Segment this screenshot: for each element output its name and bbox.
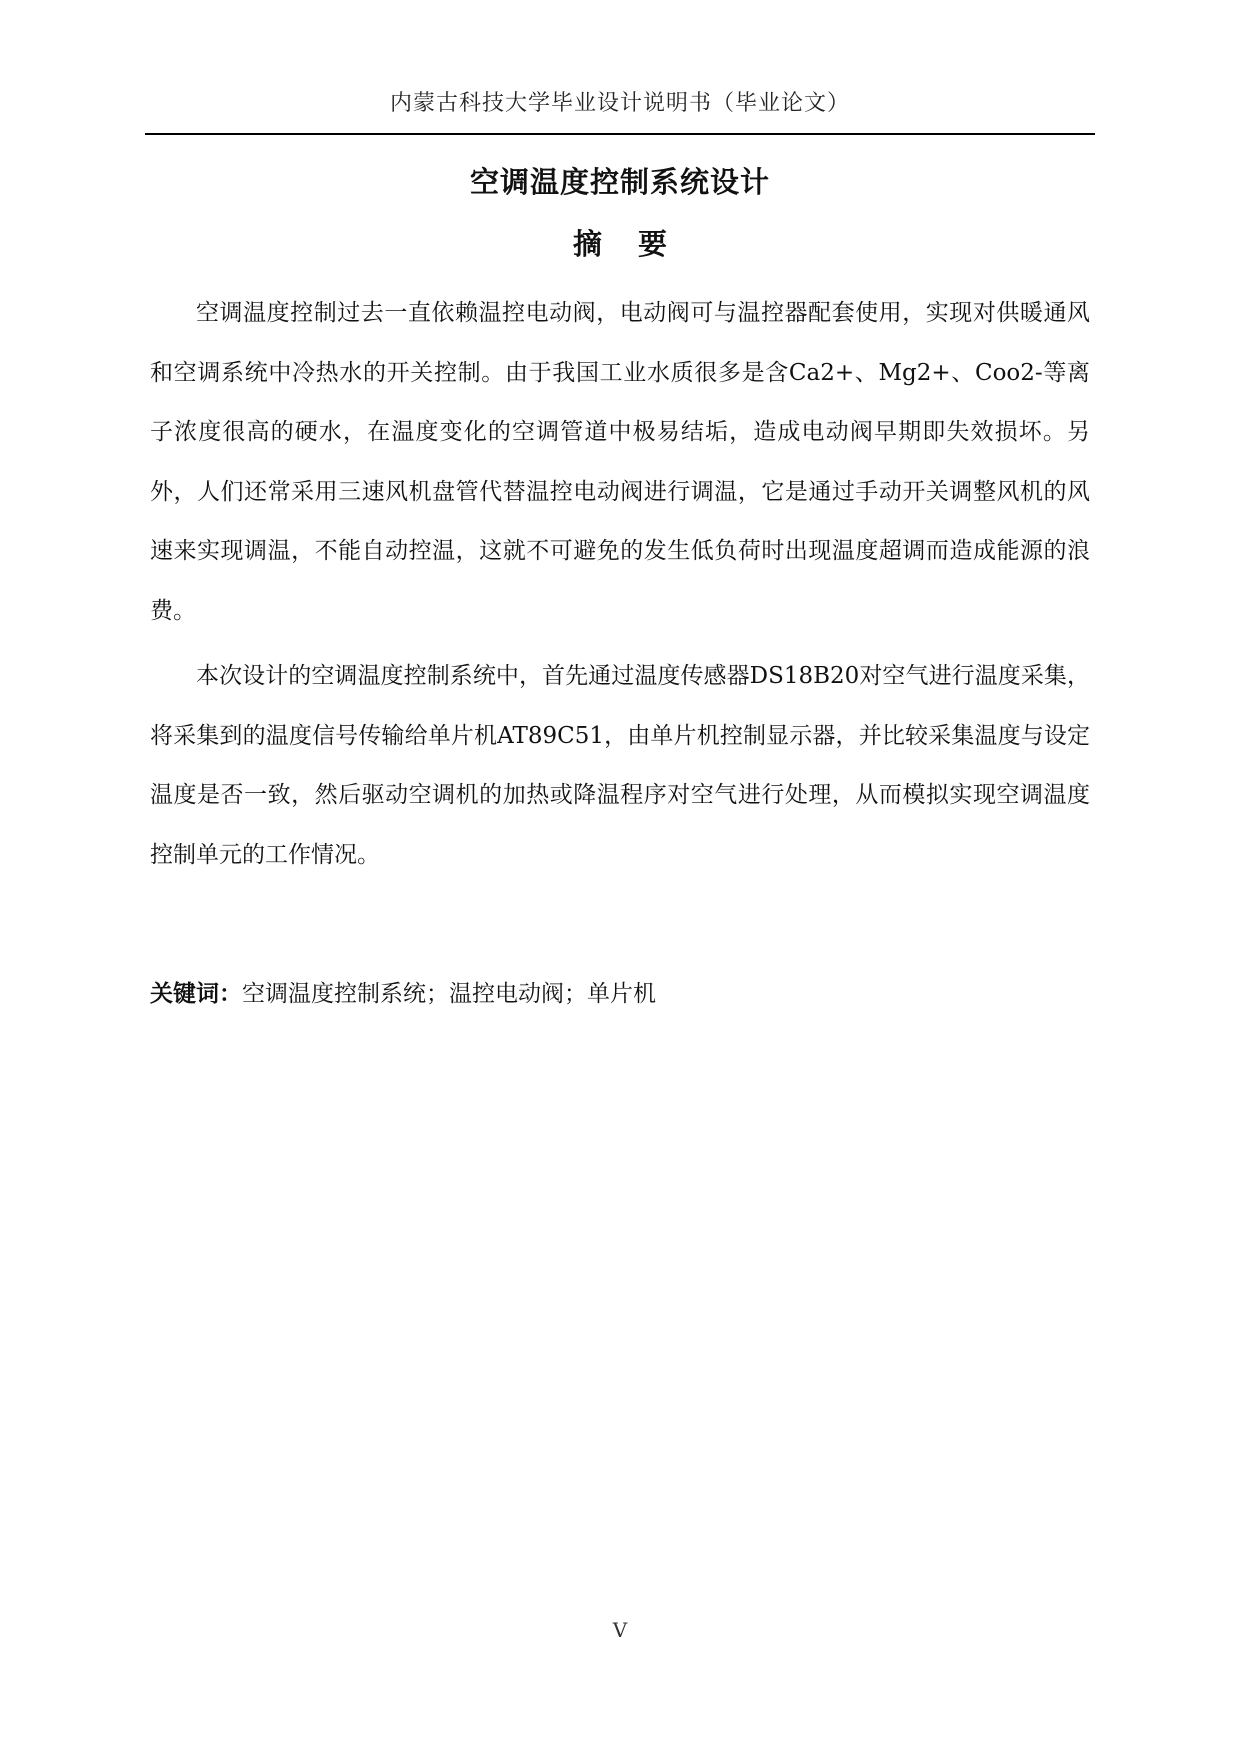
page-number: V	[612, 1618, 628, 1642]
abstract-heading: 摘要	[572, 227, 703, 261]
header-divider	[145, 133, 1095, 135]
abstract-body	[150, 284, 1090, 885]
abstract-paragraph: 空调温度控制过去一直依赖温控电动阀，电动阀可与温控器配套使用，实现对供暖通风和空调系统中冷热水的开关控制。由于我国工业水质很多是含Ca2+、Mg2+、Coo2-等离子浓度很高的硬水，在温度变化的空调管道中极易结垢，造成电动阀早期即失效损坏。另外，人们还常采用三速风机盘管代替温控电动阀进行调温，它是通过手动开关调整风机的风速来实现调温，不能自动控温，这就不可避免的发生低负荷时出现温度超调而造成能源的浪费。	[150, 300, 1090, 624]
keywords-text: 空调温度控制系统；温控电动阀；单片机	[242, 981, 656, 1007]
keywords-label: 关键词：	[150, 981, 242, 1007]
running-header: 内蒙古科技大学毕业设计说明书（毕业论文）	[389, 91, 850, 116]
document-title: 空调温度控制系统设计	[469, 165, 770, 199]
keywords-line	[150, 975, 1090, 1008]
abstract-paragraph: 本次设计的空调温度控制系统中，首先通过温度传感器DS18B20对空气进行温度采集，将采集到的温度信号传输给单片机AT89C51，由单片机控制显示器，并比较采集温度与设定温度是否一致，然后驱动空调机的加热或降温程序对空气进行处理，从而模拟实现空调温度控制单元的工作情况。	[150, 663, 1090, 868]
